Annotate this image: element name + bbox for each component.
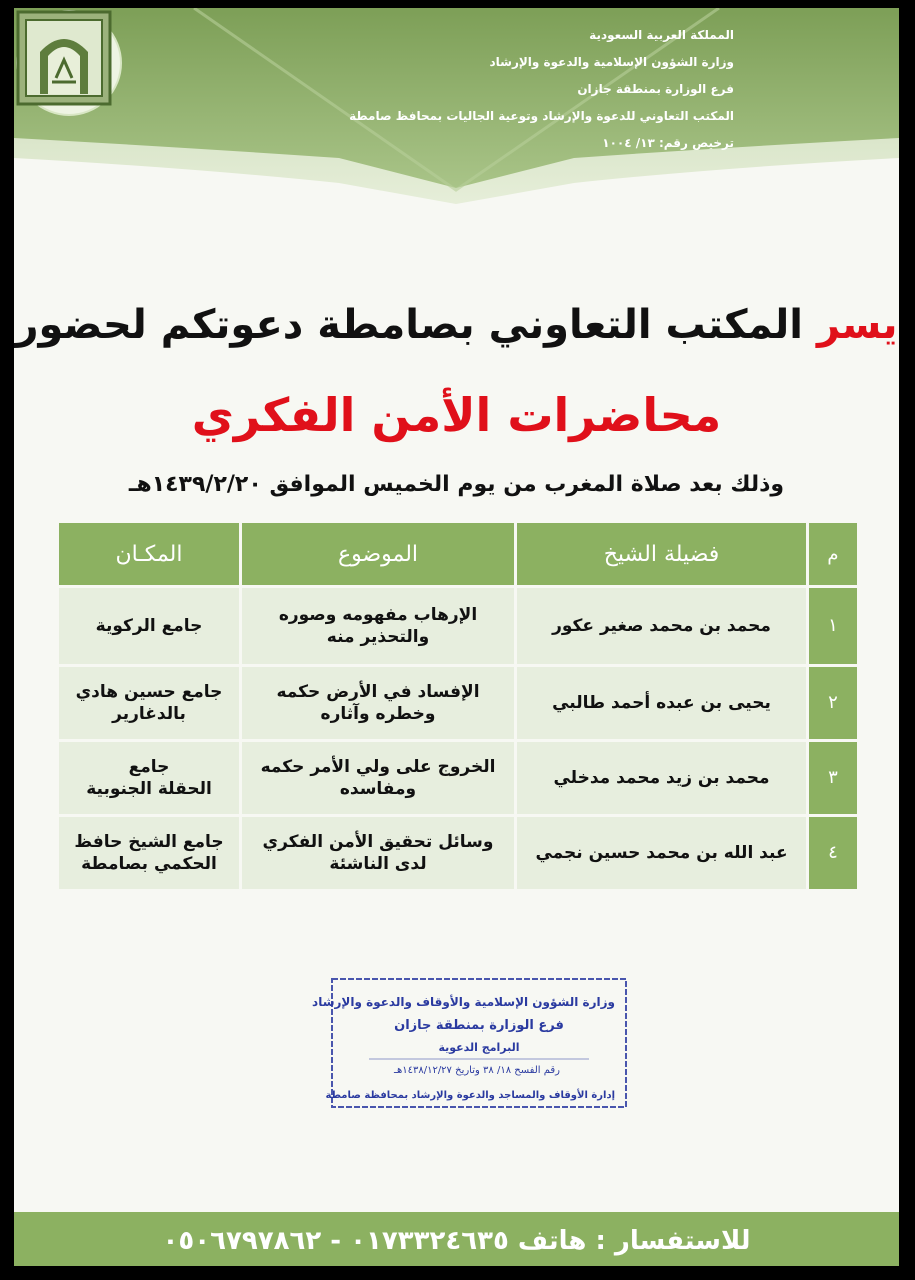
place-line: جامع <box>128 757 170 777</box>
intro-rest: المكتب التعاوني بصامطة دعوتكم لحضور <box>15 302 817 348</box>
header-sheikh: فضيلة الشيخ <box>517 523 806 585</box>
stamp-permit: رقم الفسح ١٨/ ٣٨ وتاريخ ١٤٣٨/١٢/٢٧هـ <box>394 1065 560 1076</box>
sheikh-name: عبد الله بن محمد حسين نجمي <box>517 817 806 889</box>
schedule-table <box>56 520 860 892</box>
topic-line: ومفاسده <box>339 779 417 799</box>
sheikh-name: يحيى بن عبده أحمد طالبي <box>517 667 806 739</box>
stamp-programs: البرامج الدعوية <box>438 1041 520 1054</box>
ministry-name: وزارة الشؤون الإسلامية والدعوة والإرشاد <box>489 55 734 69</box>
invitation-poster <box>14 8 899 1266</box>
lecture-topic <box>242 588 514 664</box>
intro-highlight: يسر <box>816 302 898 348</box>
lecture-timing: وذلك بعد صلاة المغرب من يوم الخميس الموافق ١٤٣٩/٢/٢٠هـ <box>128 472 785 497</box>
license-number: ترخيص رقم: ١٣/ ١٠٠٤ <box>602 136 734 150</box>
table-row <box>59 588 857 664</box>
lecture-place <box>59 588 239 664</box>
topic-line: الإفساد في الأرض حكمه <box>276 682 480 702</box>
lecture-topic <box>242 817 514 889</box>
lecture-place <box>59 667 239 739</box>
header-banner <box>14 8 899 218</box>
place-line: الحقلة الجنوبية <box>86 779 212 799</box>
header-topic: الموضوع <box>242 523 514 585</box>
lecture-place <box>59 742 239 814</box>
topic-line: وسائل تحقيق الأمن الفكري <box>262 832 494 852</box>
row-number: ٤ <box>809 817 857 889</box>
place-line: الحكمي بصامطة <box>81 854 217 874</box>
lecture-topic <box>242 667 514 739</box>
row-number: ٣ <box>809 742 857 814</box>
place-line: جامع الشيخ حافظ <box>74 832 224 852</box>
ministry-emblem-logo-icon <box>14 8 114 108</box>
stamp-department: إدارة الأوقاف والمساجد والدعوة والإرشاد بمحافظة صامطة <box>325 1090 615 1101</box>
header-place: المكـان <box>59 523 239 585</box>
lecture-place <box>59 817 239 889</box>
table-row <box>59 742 857 814</box>
topic-line: وخطره وآثاره <box>320 704 436 724</box>
topic-line: الخروج على ولي الأمر حكمه <box>260 757 496 777</box>
header-number: م <box>809 523 857 585</box>
place-line: بالدغارير <box>112 704 186 724</box>
topic-line: لدى الناشئة <box>329 854 427 874</box>
office-name: المكتب التعاوني للدعوة والإرشاد وتوعية الجاليات بمحافظ صامطة <box>349 109 734 123</box>
branch-name: فرع الوزارة بمنطقة جازان <box>577 82 734 96</box>
contact-phones: للاستفسار : هاتف ٠١٧٣٣٢٤٦٣٥ - ٠٥٠٦٧٩٧٨٦٢ <box>162 1226 751 1256</box>
row-number: ١ <box>809 588 857 664</box>
lecture-title: محاضرات الأمن الفكري <box>191 388 722 442</box>
place-line: جامع حسين هادي <box>75 682 223 702</box>
row-number: ٢ <box>809 667 857 739</box>
place-line: جامع الركوية <box>95 616 203 636</box>
header-text <box>214 22 734 157</box>
stamp-ministry: وزارة الشؤون الإسلامية والأوقاف والدعوة والإرشاد <box>312 995 615 1009</box>
table-header-row <box>59 523 857 585</box>
stamp-branch: فرع الوزارة بمنطقة جازان <box>394 1018 564 1033</box>
table-row <box>59 817 857 889</box>
table-row <box>59 667 857 739</box>
official-stamp <box>312 973 629 1113</box>
sheikh-name: محمد بن زيد محمد مدخلي <box>517 742 806 814</box>
contact-footer <box>14 1212 899 1266</box>
topic-line: الإرهاب مفهومه وصوره <box>278 605 478 625</box>
invitation-line <box>14 302 899 348</box>
stamp-text <box>312 973 629 1113</box>
sheikh-name: محمد بن محمد صغير عكور <box>517 588 806 664</box>
lecture-topic <box>242 742 514 814</box>
country-name: المملكة العربية السعودية <box>589 28 734 42</box>
topic-line: والتحذير منه <box>326 627 430 647</box>
